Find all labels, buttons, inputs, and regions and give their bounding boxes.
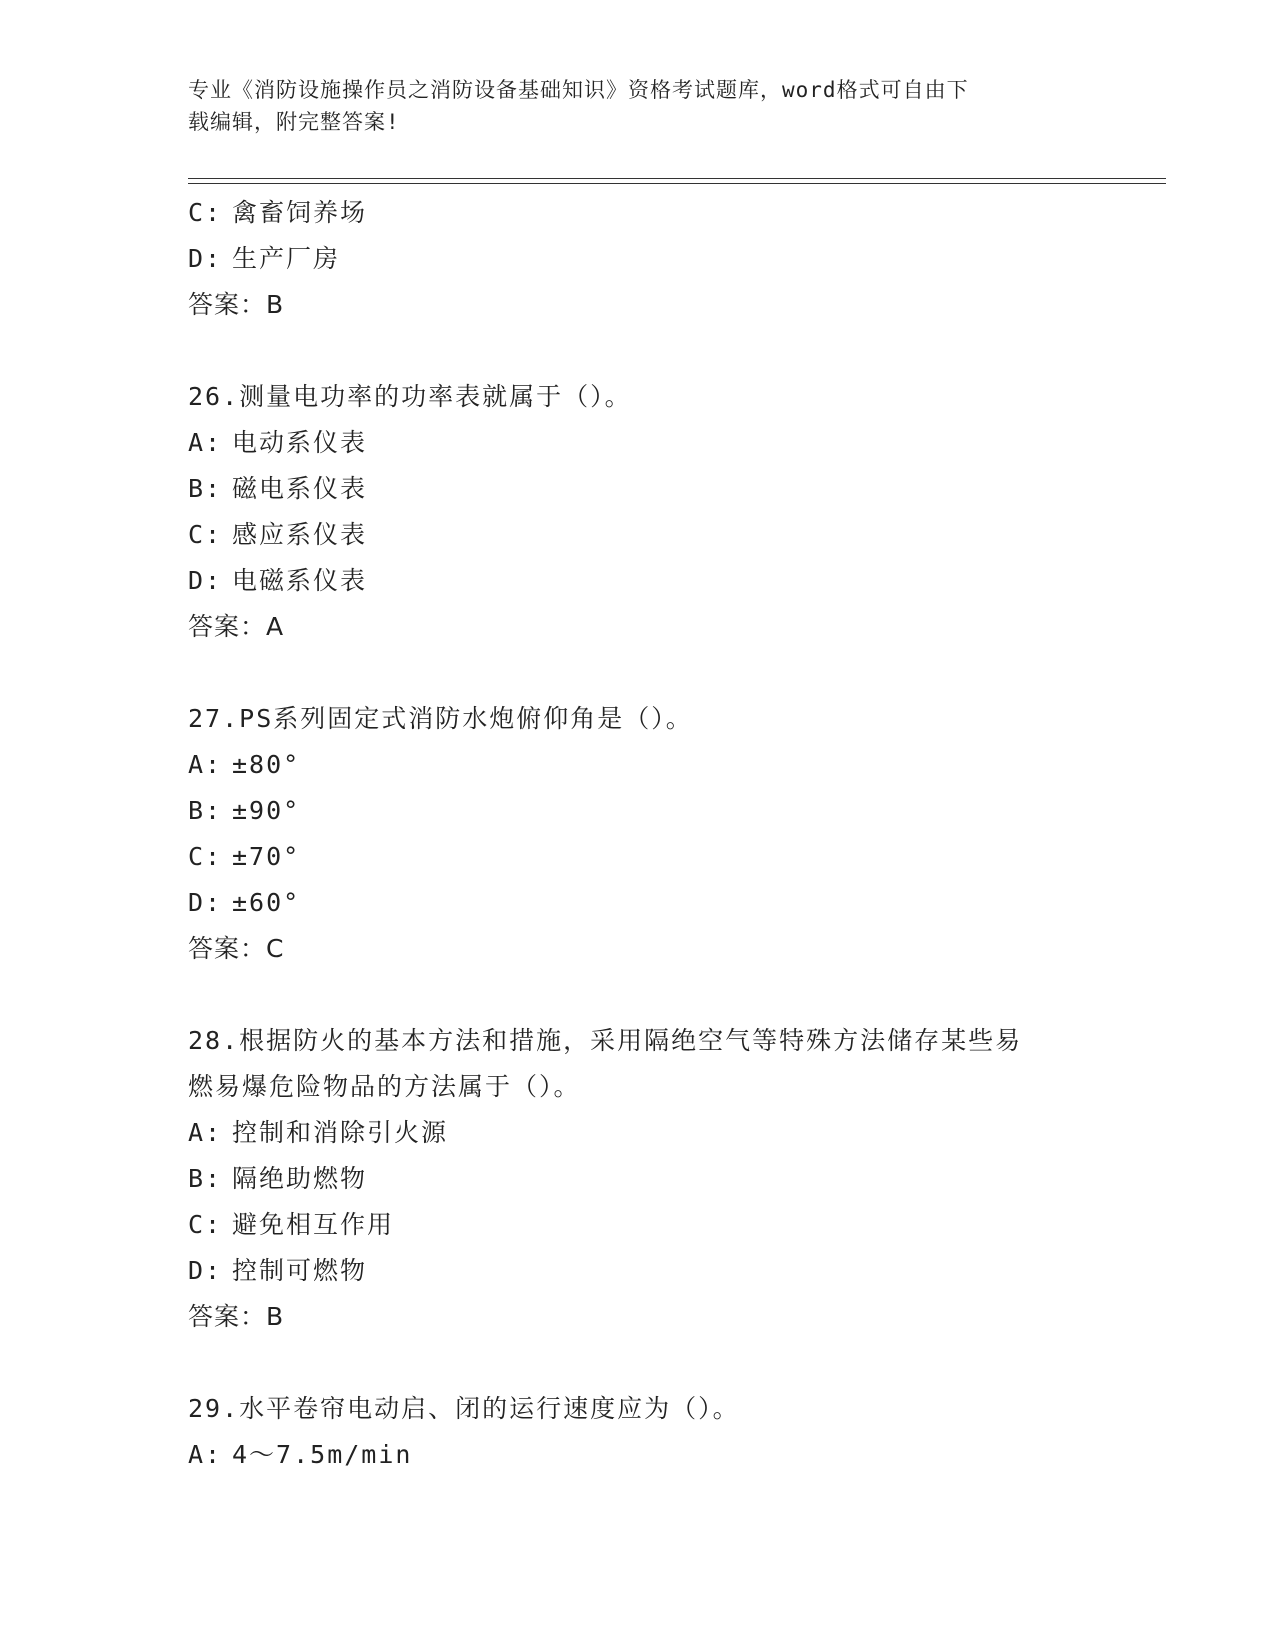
header-divider-bottom xyxy=(188,183,1166,184)
option-b xyxy=(188,466,1088,512)
option-label: D: xyxy=(188,244,223,273)
option-a xyxy=(188,420,1088,466)
option-c xyxy=(188,1202,1088,1248)
answer-line: 答案：A xyxy=(188,612,285,641)
option-text: 感应系仪表 xyxy=(232,520,368,549)
header-line-1: 专业《消防设施操作员之消防设备基础知识》资格考试题库，word格式可自由下 xyxy=(188,78,969,102)
option-label: D: xyxy=(188,566,223,595)
question-26-text: 26.测量电功率的功率表就属于（）。 xyxy=(188,382,632,411)
option-label: D: xyxy=(188,1256,223,1285)
question-28-text: 28.根据防火的基本方法和措施，采用隔绝空气等特殊方法储存某些易 xyxy=(188,1026,1023,1055)
option-label: A: xyxy=(188,750,223,779)
question-28-text-cont: 燃易爆危险物品的方法属于（）。 xyxy=(188,1072,581,1101)
option-label: D: xyxy=(188,888,223,917)
option-a xyxy=(188,1432,1088,1478)
question-29-text: 29.水平卷帘电动启、闭的运行速度应为（）。 xyxy=(188,1394,740,1423)
question-list xyxy=(188,190,1088,1478)
option-label: A: xyxy=(188,428,223,457)
option-c xyxy=(188,512,1088,558)
option-label: A: xyxy=(188,1118,223,1147)
option-label: A: xyxy=(188,1440,223,1469)
option-label: C: xyxy=(188,1210,223,1239)
option-text: ±80° xyxy=(232,750,301,779)
option-b xyxy=(188,1156,1088,1202)
option-label: C: xyxy=(188,198,223,227)
option-b xyxy=(188,788,1088,834)
option-a xyxy=(188,742,1088,788)
question-27-text: 27.PS系列固定式消防水炮俯仰角是（）。 xyxy=(188,704,693,733)
option-text: 生产厂房 xyxy=(232,244,341,273)
option-label: C: xyxy=(188,520,223,549)
option-label: B: xyxy=(188,1164,223,1193)
option-text: ±70° xyxy=(232,842,301,871)
option-label: C: xyxy=(188,842,223,871)
option-d xyxy=(188,880,1088,926)
option-c xyxy=(188,834,1088,880)
header-divider-top xyxy=(188,178,1166,179)
option-text: 隔绝助燃物 xyxy=(232,1164,368,1193)
answer-line: 答案：B xyxy=(188,290,285,319)
answer-line: 答案：C xyxy=(188,934,285,963)
option-text: 4～7.5m/min xyxy=(232,1440,413,1469)
option-c xyxy=(188,190,1088,236)
option-text: ±90° xyxy=(232,796,301,825)
option-text: 磁电系仪表 xyxy=(232,474,368,503)
option-text: ±60° xyxy=(232,888,301,917)
option-text: 电动系仪表 xyxy=(232,428,368,457)
document-header xyxy=(188,74,1088,138)
option-text: 控制和消除引火源 xyxy=(232,1118,449,1147)
answer-line: 答案：B xyxy=(188,1302,285,1331)
header-line-2: 载编辑，附完整答案! xyxy=(188,110,400,134)
option-text: 避免相互作用 xyxy=(232,1210,395,1239)
option-d xyxy=(188,1248,1088,1294)
option-label: B: xyxy=(188,474,223,503)
option-label: B: xyxy=(188,796,223,825)
option-text: 控制可燃物 xyxy=(232,1256,368,1285)
option-d xyxy=(188,558,1088,604)
option-d xyxy=(188,236,1088,282)
option-a xyxy=(188,1110,1088,1156)
option-text: 禽畜饲养场 xyxy=(232,198,368,227)
option-text: 电磁系仪表 xyxy=(232,566,368,595)
